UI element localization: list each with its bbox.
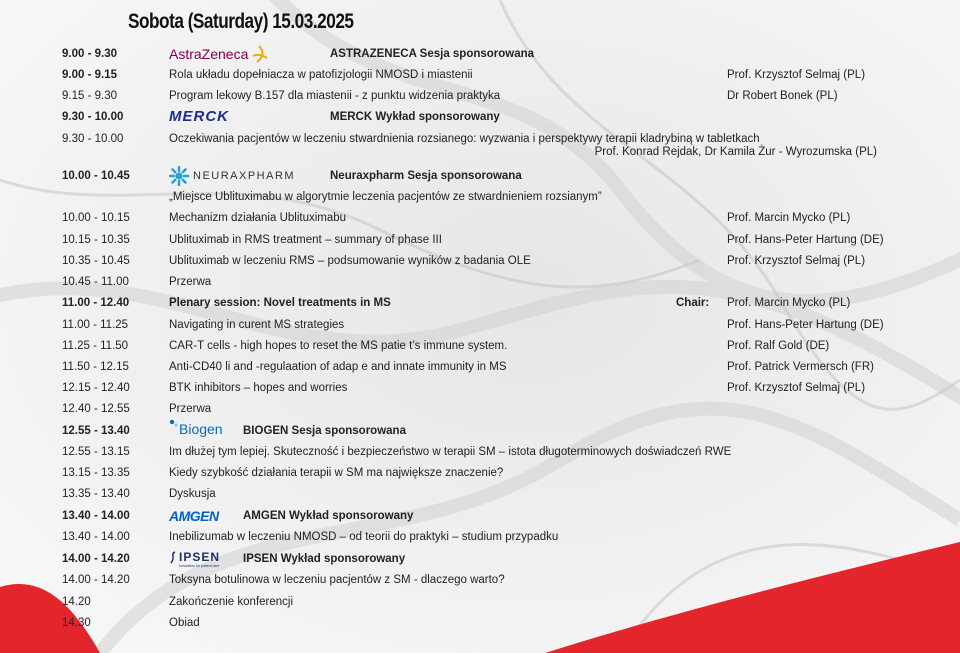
time-label: 10.00 - 10.45 bbox=[62, 170, 130, 182]
time-label: 13.15 - 13.35 bbox=[62, 467, 130, 479]
session-title: Plenary session: Novel treatments in MS bbox=[169, 297, 391, 309]
talk-title: Inebilizumab w leczeniu NMOSD – od teorii do praktyki – studium przypadku bbox=[169, 531, 559, 543]
biogen-logo-text: Biogen bbox=[179, 421, 223, 437]
session-title: ASTRAZENECA Sesja sponsorowana bbox=[330, 48, 535, 60]
break-label: Przerwa bbox=[169, 276, 212, 288]
speaker-name: Prof. Konrad Rejdak, Dr Kamila Żur - Wyrozumska (PL) bbox=[594, 146, 877, 158]
talk-title: Mechanizm działania Ublituximabu bbox=[169, 212, 347, 224]
time-label: 9.00 - 9.15 bbox=[62, 69, 117, 81]
talk-row bbox=[0, 527, 960, 547]
break-row bbox=[0, 399, 960, 419]
time-label: 13.40 - 14.00 bbox=[62, 510, 130, 522]
talk-title: Oczekiwania pacjentów w leczeniu stwardnienia rozsianego: wyzwania i perspektywy terapii kladrybiną w tabletkach bbox=[169, 133, 760, 145]
talk-title: Program lekowy B.157 dla miastenii - z punktu widzenia praktyka bbox=[169, 90, 501, 102]
speaker-name: Prof. Krzysztof Selmaj (PL) bbox=[727, 382, 866, 394]
time-label: 14.00 - 14.20 bbox=[62, 553, 130, 565]
biogen-logo bbox=[169, 419, 223, 439]
talk-row bbox=[0, 357, 960, 377]
amgen-logo bbox=[169, 506, 219, 526]
talk-row bbox=[0, 484, 960, 504]
speaker-name: Prof. Marcin Mycko (PL) bbox=[727, 212, 851, 224]
time-label: 9.15 - 9.30 bbox=[62, 90, 117, 102]
astrazeneca-symbol-icon bbox=[249, 44, 269, 64]
time-label: 13.35 - 13.40 bbox=[62, 488, 130, 500]
speaker-name: Dr Robert Bonek (PL) bbox=[727, 90, 838, 102]
talk-title: Kiedy szybkość działania terapii w SM ma największe znaczenie? bbox=[169, 467, 504, 479]
time-label: 10.45 - 11.00 bbox=[62, 276, 129, 288]
time-label: 12.40 - 12.55 bbox=[62, 403, 130, 415]
amgen-logo-text: AMGEN bbox=[169, 508, 219, 524]
session-row-astrazeneca bbox=[0, 44, 960, 64]
speaker-name: Prof. Krzysztof Selmaj (PL) bbox=[727, 69, 866, 81]
session-subtitle: „Miejsce Ublituximabu w algorytmie leczenia pacjentów ze stwardnieniem rozsianym” bbox=[169, 191, 602, 203]
astrazeneca-logo-text: AstraZeneca bbox=[169, 46, 249, 62]
talk-title: BTK inhibitors – hopes and worries bbox=[169, 382, 348, 394]
speaker-name: Prof. Krzysztof Selmaj (PL) bbox=[727, 255, 866, 267]
time-label: 9.00 - 9.30 bbox=[62, 48, 117, 60]
neuraxpharm-logo bbox=[169, 166, 295, 186]
speaker-name: Prof. Hans-Peter Hartung (DE) bbox=[727, 319, 884, 331]
time-label: 14.30 bbox=[62, 617, 91, 629]
ipsen-logo-text: IPSEN bbox=[179, 550, 221, 564]
talk-row bbox=[0, 442, 960, 462]
talk-row bbox=[0, 251, 960, 271]
talk-row bbox=[0, 86, 960, 106]
time-label: 14.00 - 14.20 bbox=[62, 574, 130, 586]
time-label: 14.20 bbox=[62, 596, 91, 608]
talk-title: Anti-CD40 li and -regulaation of adap e and innate immunity in MS bbox=[169, 361, 507, 373]
talk-row bbox=[0, 65, 960, 85]
merck-logo bbox=[169, 107, 229, 127]
speaker-name: Prof. Ralf Gold (DE) bbox=[727, 340, 830, 352]
session-row-ipsen bbox=[0, 549, 960, 569]
ipsen-symbol-icon bbox=[169, 551, 177, 564]
talk-row bbox=[0, 378, 960, 398]
time-label: 9.30 - 10.00 bbox=[62, 111, 124, 123]
session-title: IPSEN Wykład sponsorowany bbox=[243, 553, 406, 565]
session-row-merck bbox=[0, 107, 960, 127]
session-row-biogen bbox=[0, 421, 960, 441]
lunch-label: Obiad bbox=[169, 617, 200, 629]
talk-title: Rola układu dopełniacza w patofizjologii NMOSD i miastenii bbox=[169, 69, 473, 81]
time-label: 10.15 - 10.35 bbox=[62, 234, 130, 246]
session-title: AMGEN Wykład sponsorowany bbox=[243, 510, 414, 522]
biogen-symbol-icon bbox=[169, 419, 179, 431]
talk-row bbox=[0, 315, 960, 335]
time-label: 11.00 - 12.40 bbox=[62, 297, 130, 309]
chair-label: Chair: bbox=[676, 297, 710, 309]
talk-row bbox=[0, 570, 960, 590]
time-label: 11.00 - 11.25 bbox=[62, 319, 129, 331]
closing-label: Zakończenie konferencji bbox=[169, 596, 294, 608]
time-label: 13.40 - 14.00 bbox=[62, 531, 130, 543]
talk-title: CAR-T cells - high hopes to reset the MS patie t’s immune system. bbox=[169, 340, 508, 352]
neuraxpharm-symbol-icon bbox=[169, 166, 189, 186]
time-label: 12.55 - 13.15 bbox=[62, 446, 130, 458]
talk-row bbox=[0, 336, 960, 356]
speaker-name: Prof. Patrick Vermersch (FR) bbox=[727, 361, 874, 373]
session-row-amgen bbox=[0, 506, 960, 526]
time-label: 10.00 - 10.15 bbox=[62, 212, 130, 224]
closing-row bbox=[0, 592, 960, 612]
astrazeneca-logo bbox=[169, 44, 269, 64]
time-label: 10.35 - 10.45 bbox=[62, 255, 130, 267]
talk-title: Ublituximab in RMS treatment – summary of phase III bbox=[169, 234, 442, 246]
session-title: MERCK Wykład sponsorowany bbox=[330, 111, 500, 123]
time-label: 9.30 - 10.00 bbox=[62, 133, 124, 145]
talk-title: Dyskusja bbox=[169, 488, 216, 500]
time-label: 12.55 - 13.40 bbox=[62, 425, 130, 437]
talk-title: Im dłużej tym lepiej. Skuteczność i bezpieczeństwo w terapii SM – istota długoterminowych doświadczeń RWE bbox=[169, 446, 732, 458]
session-row-plenary bbox=[0, 293, 960, 313]
day-title: Sobota (Saturday) 15.03.2025 bbox=[128, 10, 354, 33]
time-label: 11.50 - 12.15 bbox=[62, 361, 129, 373]
talk-row bbox=[0, 463, 960, 483]
speaker-name: Prof. Hans-Peter Hartung (DE) bbox=[727, 234, 884, 246]
session-title: BIOGEN Sesja sponsorowana bbox=[243, 425, 406, 437]
break-row bbox=[0, 272, 960, 292]
talk-title: Navigating in curent MS strategies bbox=[169, 319, 345, 331]
talk-row bbox=[0, 208, 960, 228]
talk-row bbox=[0, 230, 960, 250]
time-label: 12.15 - 12.40 bbox=[62, 382, 130, 394]
talk-row bbox=[0, 187, 960, 207]
session-title: Neuraxpharm Sesja sponsorowana bbox=[330, 170, 522, 182]
neuraxpharm-logo-text: NEURAXPHARM bbox=[193, 170, 296, 182]
time-label: 11.25 - 11.50 bbox=[62, 340, 129, 352]
ipsen-logo bbox=[169, 549, 220, 569]
chair-name: Prof. Marcin Mycko (PL) bbox=[727, 297, 851, 309]
ipsen-tagline: Innovation for patient care bbox=[179, 563, 220, 568]
talk-title: Ublituximab w leczeniu RMS – podsumowanie wyników z badania OLE bbox=[169, 255, 531, 267]
break-label: Przerwa bbox=[169, 403, 212, 415]
session-row-neuraxpharm bbox=[0, 166, 960, 186]
lunch-row bbox=[0, 613, 960, 633]
talk-title: Toksyna botulinowa w leczeniu pacjentów z SM - dlaczego warto? bbox=[169, 574, 505, 586]
merck-logo-text: MERCK bbox=[169, 108, 229, 125]
